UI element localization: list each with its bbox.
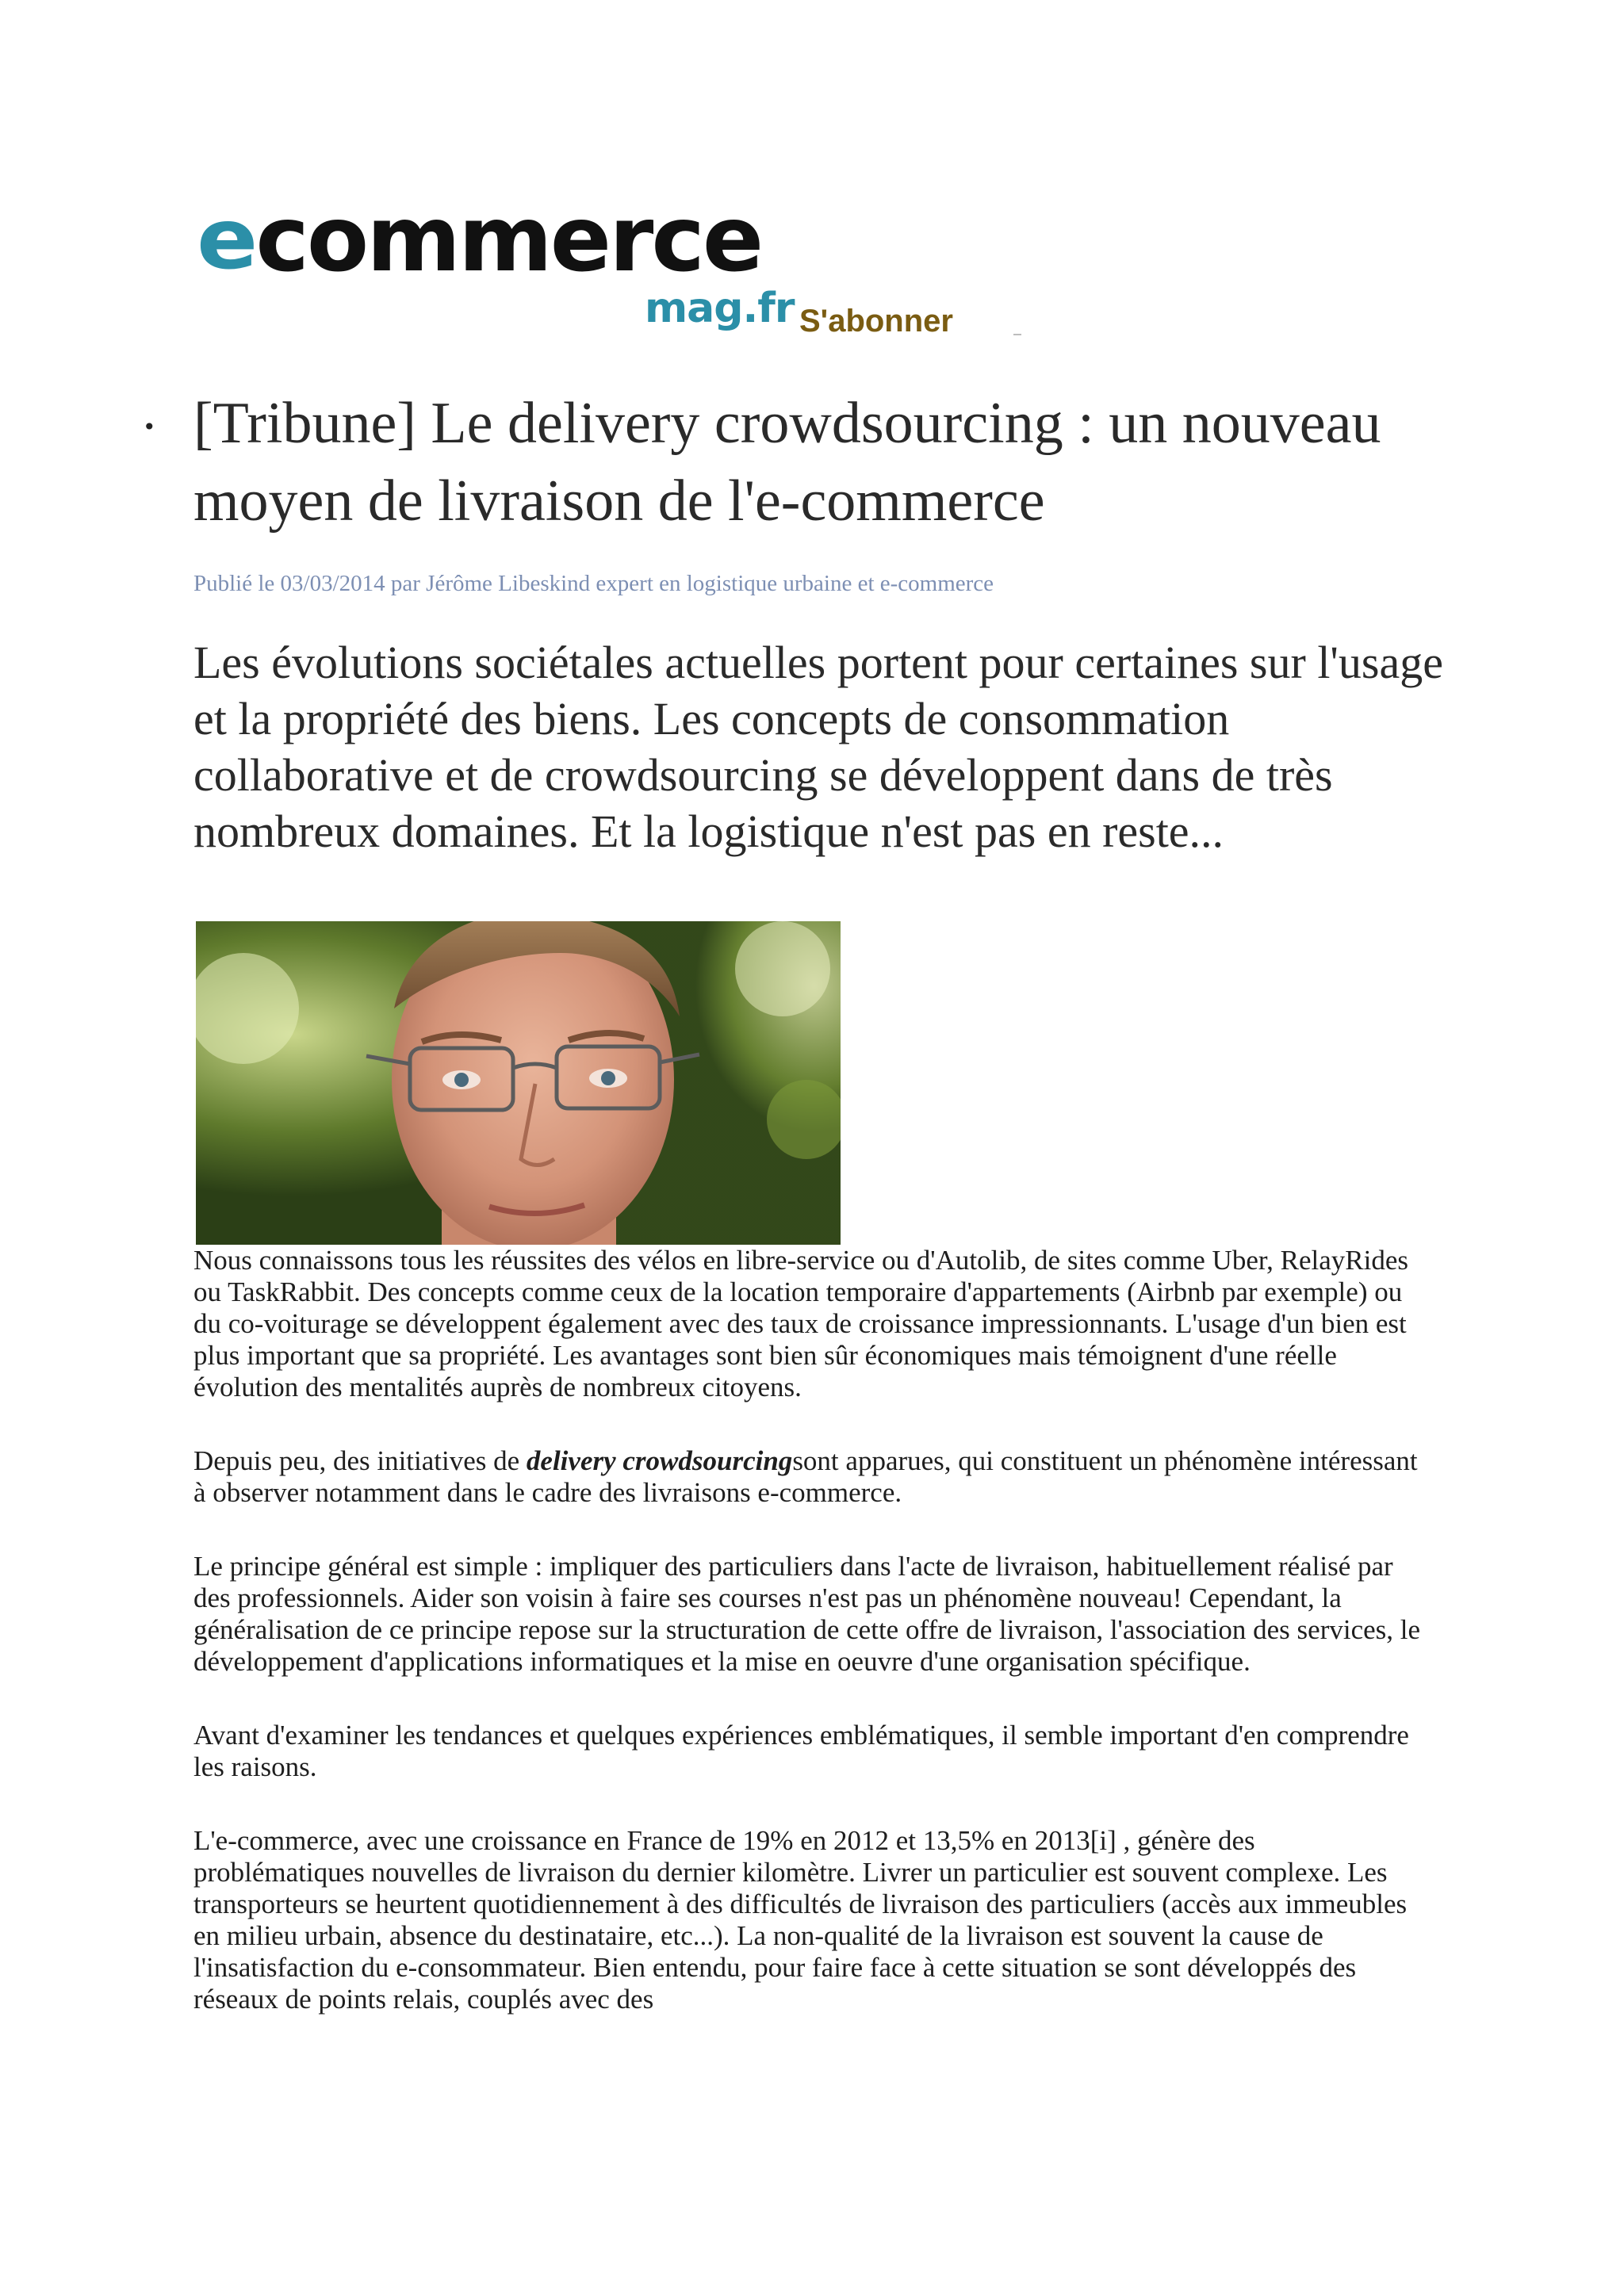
logo-subtitle: mag.fr <box>645 285 795 332</box>
bullet-icon: • <box>143 414 156 440</box>
article-body <box>193 1245 1431 2057</box>
logo-word: commerce <box>255 186 762 292</box>
paragraph <box>193 1825 1431 2015</box>
paragraph-text: , génère des problématiques nouvelles de livraison du dernier kilomètre. Livrer un particulier est souvent complexe. Les transporteurs se heurtent quotidiennement à des difficultés de livraison des particuliers (accès aux immeubles en milieu urbain, absence du destinataire, etc...). La non-qualité de la livraison est souvent la cause de l'insatisfaction du e-consommateur. Bien entendu, pour faire face à cette situation se sont développés des réseaux de points relais, couplés avec des <box>193 1825 1408 2015</box>
paragraph-text: L'e-commerce, avec une croissance en France de 19% en 2012 et 13,5% en 2013 <box>193 1825 1090 1856</box>
page-title: [Tribune] Le delivery crowdsourcing : un nouveau moyen de livraison de l'e-commerce <box>193 391 1381 534</box>
article-lead: Les évolutions sociétales actuelles portent pour certaines sur l'usage et la propriété des biens. Les concepts de consommation collaborative et de crowdsourcing se développent dans de très nombreux domaines. Et la logistique n'est pas en reste... <box>193 637 1443 857</box>
paragraph-text: sont apparues, qui constituent un phénomène intéressant à observer notamment dans le cadre des livraisons e-commerce. <box>193 1445 1418 1508</box>
subscribe-link[interactable]: S'abonner <box>799 304 953 339</box>
paragraph: Avant d'examiner les tendances et quelques expériences emblématiques, il semble important d'en comprendre les raisons. <box>193 1720 1409 1782</box>
author-photo <box>196 921 841 1245</box>
paragraph <box>193 1445 1431 1509</box>
paragraph: Nous connaissons tous les réussites des vélos en libre-service ou d'Autolib, de sites comme Uber, RelayRides ou TaskRabbit. Des concepts comme ceux de la location temporaire d'appartements (Airbnb par exemple) ou du co-voiturage se développent également avec des taux de croissance impressionnants. L'usage d'un bien est plus important que sa propriété. Les avantages sont bien sûr économiques mais témoignent d'une réelle évolution des mentalités auprès de nombreux citoyens. <box>193 1245 1408 1402</box>
article-byline: Publié le 03/03/2014 par Jérôme Libeskind expert en logistique urbaine et e-commerce <box>193 571 994 596</box>
footnote-link[interactable]: [i] <box>1090 1825 1116 1856</box>
paragraph: Le principe général est simple : impliquer des particuliers dans l'acte de livraison, habituellement réalisé par des professionnels. Aider son voisin à faire ses courses n'est pas un phénomène nouveau! Cependant, la généralisation de ce principe repose sur la structuration de cette offre de livraison, l'association des services, le développement d'applications informatiques et la mise en oeuvre d'une organisation spécifique. <box>193 1551 1421 1677</box>
decorative-divider <box>1013 334 1021 335</box>
logo-wordmark <box>197 186 762 292</box>
site-logo[interactable] <box>197 186 953 345</box>
emphasized-term: delivery crowdsourcing <box>526 1445 793 1476</box>
logo-e-letter: e <box>197 190 256 288</box>
paragraph-text: Depuis peu, des initiatives de <box>193 1445 527 1476</box>
